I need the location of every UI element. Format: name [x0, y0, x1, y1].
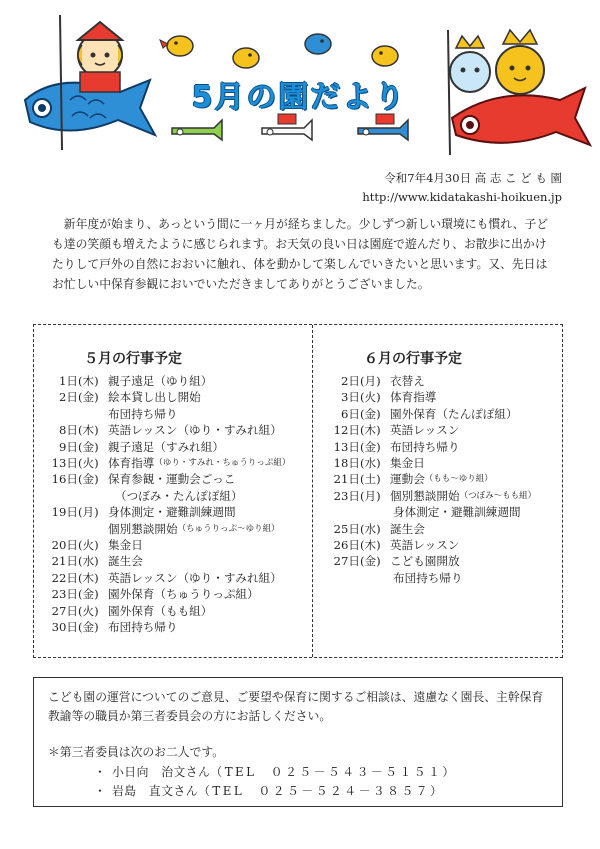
committee-member — [94, 763, 457, 780]
schedule-row — [43, 439, 308, 455]
schedule-row — [328, 570, 560, 586]
schedule-row — [43, 553, 308, 569]
event-day: 27日 — [333, 554, 360, 569]
event-day: 18日 — [333, 456, 360, 471]
event-text: 布団持ち帰り — [393, 570, 463, 585]
page-title: 5月の園だより — [191, 80, 407, 115]
contact-text: こども園の運営についてのご意見、ご要望や保育に関するご相談は、遠慮なく園長、主幹保育教諭等の職員か第三者委員会の方にお話しください。 — [48, 690, 544, 723]
event-weekday: (金) — [360, 406, 381, 421]
schedule-row — [43, 570, 308, 586]
event-day: 26日 — [333, 538, 360, 553]
indent-spacer — [43, 521, 108, 537]
event-weekday: (土) — [360, 472, 381, 487]
schedule-row — [328, 439, 560, 455]
event-weekday: (木) — [78, 570, 99, 585]
event-weekday: (月) — [78, 505, 99, 520]
event-day: 23日 — [333, 488, 360, 503]
event-weekday: (金) — [78, 472, 99, 487]
member-phone: （TEL ０２５－５４３－５１５１） — [210, 765, 457, 779]
indent-spacer — [43, 406, 108, 422]
indent-spacer — [328, 570, 393, 586]
schedule-row — [328, 553, 560, 569]
event-weekday: (木) — [78, 374, 99, 388]
event-day: 6日 — [341, 406, 360, 421]
schedule-row — [328, 373, 560, 389]
event-text: 布団持ち帰り — [390, 439, 460, 454]
event-day: 21日 — [51, 554, 78, 569]
event-text: 誕生会 — [390, 521, 425, 536]
schedule-row — [328, 406, 560, 422]
schedule-row — [328, 422, 560, 438]
bird-icon — [160, 34, 398, 68]
event-text: 園外保育（たんぽぽ組） — [390, 406, 518, 421]
event-text: 英語レッスン（ゆり・すみれ組） — [108, 570, 282, 585]
event-text: 個別懇談開始 — [390, 488, 460, 503]
event-text: 体育指導 — [108, 456, 155, 471]
june-event-list — [328, 373, 560, 586]
event-text: 布団持ち帰り — [108, 406, 178, 421]
schedule-row — [43, 521, 308, 537]
schedule-row — [43, 586, 308, 602]
event-text: 布団持ち帰り — [108, 620, 178, 635]
child-on-carp-icon — [25, 15, 155, 150]
member-phone: （TEL ０２５－５２４－３８５７） — [198, 784, 445, 798]
event-day: 20日 — [51, 538, 78, 553]
intro-text: 新年度が始まり、あっという間に一ヶ月が経ちました。少しずつ新しい環境にも慣れ、子ども達の笑顔も増えたように感じられます。お天気の良い日は園庭で遊んだり、お散歩に出かけたりして戸外の自然におおいに触れ、体を動かして楽しんでいきたいと思います。又、先日はお忙しい中保育参観においでいただきましてありがとうございました。 — [52, 217, 549, 291]
may-event-list — [43, 373, 308, 636]
committee-intro: ＊第三者委員は次のお二人です。 — [48, 745, 225, 759]
schedule-row — [328, 504, 560, 520]
event-weekday: (木) — [360, 423, 381, 438]
event-note: （つぼみ～もも組） — [459, 490, 537, 501]
event-text: 絵本貸し出し開始 — [108, 390, 201, 405]
event-weekday: (火) — [78, 538, 99, 553]
event-text: 集金日 — [390, 456, 425, 471]
event-text: 身体測定・避難訓練週間 — [393, 505, 521, 520]
may-schedule-heading: ５月の行事予定 — [84, 351, 182, 367]
event-text: 保育参観・運動会ごっこ — [108, 472, 236, 487]
event-day: 3日 — [341, 390, 360, 405]
event-note: （もも～ゆり組） — [424, 474, 493, 485]
schedule-row — [328, 389, 560, 405]
event-day: 2日 — [59, 390, 78, 405]
event-weekday: (水) — [360, 521, 381, 536]
event-text: 誕生会 — [108, 554, 143, 569]
june-schedule-heading: ６月の行事予定 — [364, 351, 462, 367]
contact-box — [33, 677, 563, 807]
header-banner — [0, 0, 600, 160]
event-text: 個別懇談開始 — [108, 521, 178, 536]
event-text: 身体測定・避難訓練週間 — [108, 505, 236, 520]
intro-paragraph — [52, 214, 557, 294]
event-day: 30日 — [51, 620, 78, 635]
schedule-row — [43, 471, 308, 487]
event-weekday: (金) — [78, 620, 99, 635]
schedule-row — [43, 389, 308, 405]
event-text: 英語レッスン — [390, 423, 460, 438]
event-weekday: (金) — [78, 439, 99, 454]
event-text: 英語レッスン（ゆり・すみれ組） — [108, 423, 282, 438]
event-weekday: (木) — [360, 538, 381, 553]
event-weekday: (金) — [78, 587, 99, 602]
schedule-box — [33, 324, 563, 658]
event-weekday: (金) — [78, 390, 99, 405]
event-text: 園外保育（ちゅうりっぷ組） — [108, 587, 259, 602]
event-text: 英語レッスン — [390, 538, 460, 553]
event-weekday: (木) — [78, 423, 99, 438]
schedule-row — [43, 619, 308, 635]
event-text: 衣替え — [390, 374, 425, 388]
event-day: 23日 — [51, 587, 78, 602]
event-day: 22日 — [51, 570, 78, 585]
event-text: こども園開放 — [390, 554, 460, 569]
event-text: （つぼみ・たんぽぽ組） — [115, 488, 243, 503]
bullet: ・ — [94, 765, 107, 779]
event-weekday: (水) — [78, 554, 99, 569]
member-name: 小日向 治文さん — [112, 765, 211, 779]
event-day: 1日 — [59, 374, 78, 388]
event-text: 運動会 — [390, 472, 425, 487]
schedule-row — [43, 373, 308, 389]
schedule-row — [328, 488, 560, 504]
event-day: 25日 — [333, 521, 360, 536]
event-text: 体育指導 — [390, 390, 437, 405]
event-text: 集金日 — [108, 538, 143, 553]
event-weekday: (火) — [360, 390, 381, 405]
event-text: 親子遠足（ゆり組） — [108, 374, 213, 388]
event-day: 13日 — [51, 456, 78, 471]
schedule-row — [328, 521, 560, 537]
event-day: 9日 — [59, 439, 78, 454]
event-text: 園外保育（もも組） — [108, 603, 213, 618]
event-day: 2日 — [341, 374, 360, 388]
mascots-on-carp-icon — [448, 30, 590, 155]
schedule-row — [328, 471, 560, 487]
event-weekday: (月) — [360, 374, 381, 388]
indent-spacer — [43, 488, 115, 504]
event-day: 8日 — [59, 423, 78, 438]
event-note: （ちゅうりっぷ～ゆり組） — [177, 523, 280, 534]
event-weekday: (月) — [360, 488, 381, 503]
schedule-row — [43, 455, 308, 471]
event-day: 13日 — [333, 439, 360, 454]
schedule-row — [43, 504, 308, 520]
carp-streamer-icon — [172, 114, 408, 140]
event-weekday: (金) — [360, 554, 381, 569]
event-text: 親子遠足（すみれ組） — [108, 439, 224, 454]
issue-date: 令和7年4月30日 高 志 こ ど も 園 — [384, 171, 562, 185]
schedule-row — [43, 488, 308, 504]
website-url[interactable]: http://www.kidatakashi-hoikuen.jp — [362, 190, 562, 204]
event-day: 27日 — [51, 603, 78, 618]
column-divider — [312, 325, 313, 657]
schedule-row — [43, 422, 308, 438]
event-day: 16日 — [51, 472, 78, 487]
schedule-row — [43, 537, 308, 553]
schedule-row — [328, 537, 560, 553]
event-day: 19日 — [51, 505, 78, 520]
member-name: 岩島 直文さん — [112, 784, 199, 798]
event-day: 21日 — [333, 472, 360, 487]
event-weekday: (金) — [360, 439, 381, 454]
event-day: 12日 — [333, 423, 360, 438]
event-weekday: (水) — [360, 456, 381, 471]
event-weekday: (火) — [78, 603, 99, 618]
indent-spacer — [328, 504, 393, 520]
bullet: ・ — [94, 784, 107, 798]
schedule-row — [43, 406, 308, 422]
schedule-row — [43, 603, 308, 619]
committee-member — [94, 782, 444, 799]
event-note: （ゆり・すみれ・ちゅうりっぷ組） — [154, 458, 291, 469]
schedule-row — [328, 455, 560, 471]
event-weekday: (火) — [78, 456, 99, 471]
